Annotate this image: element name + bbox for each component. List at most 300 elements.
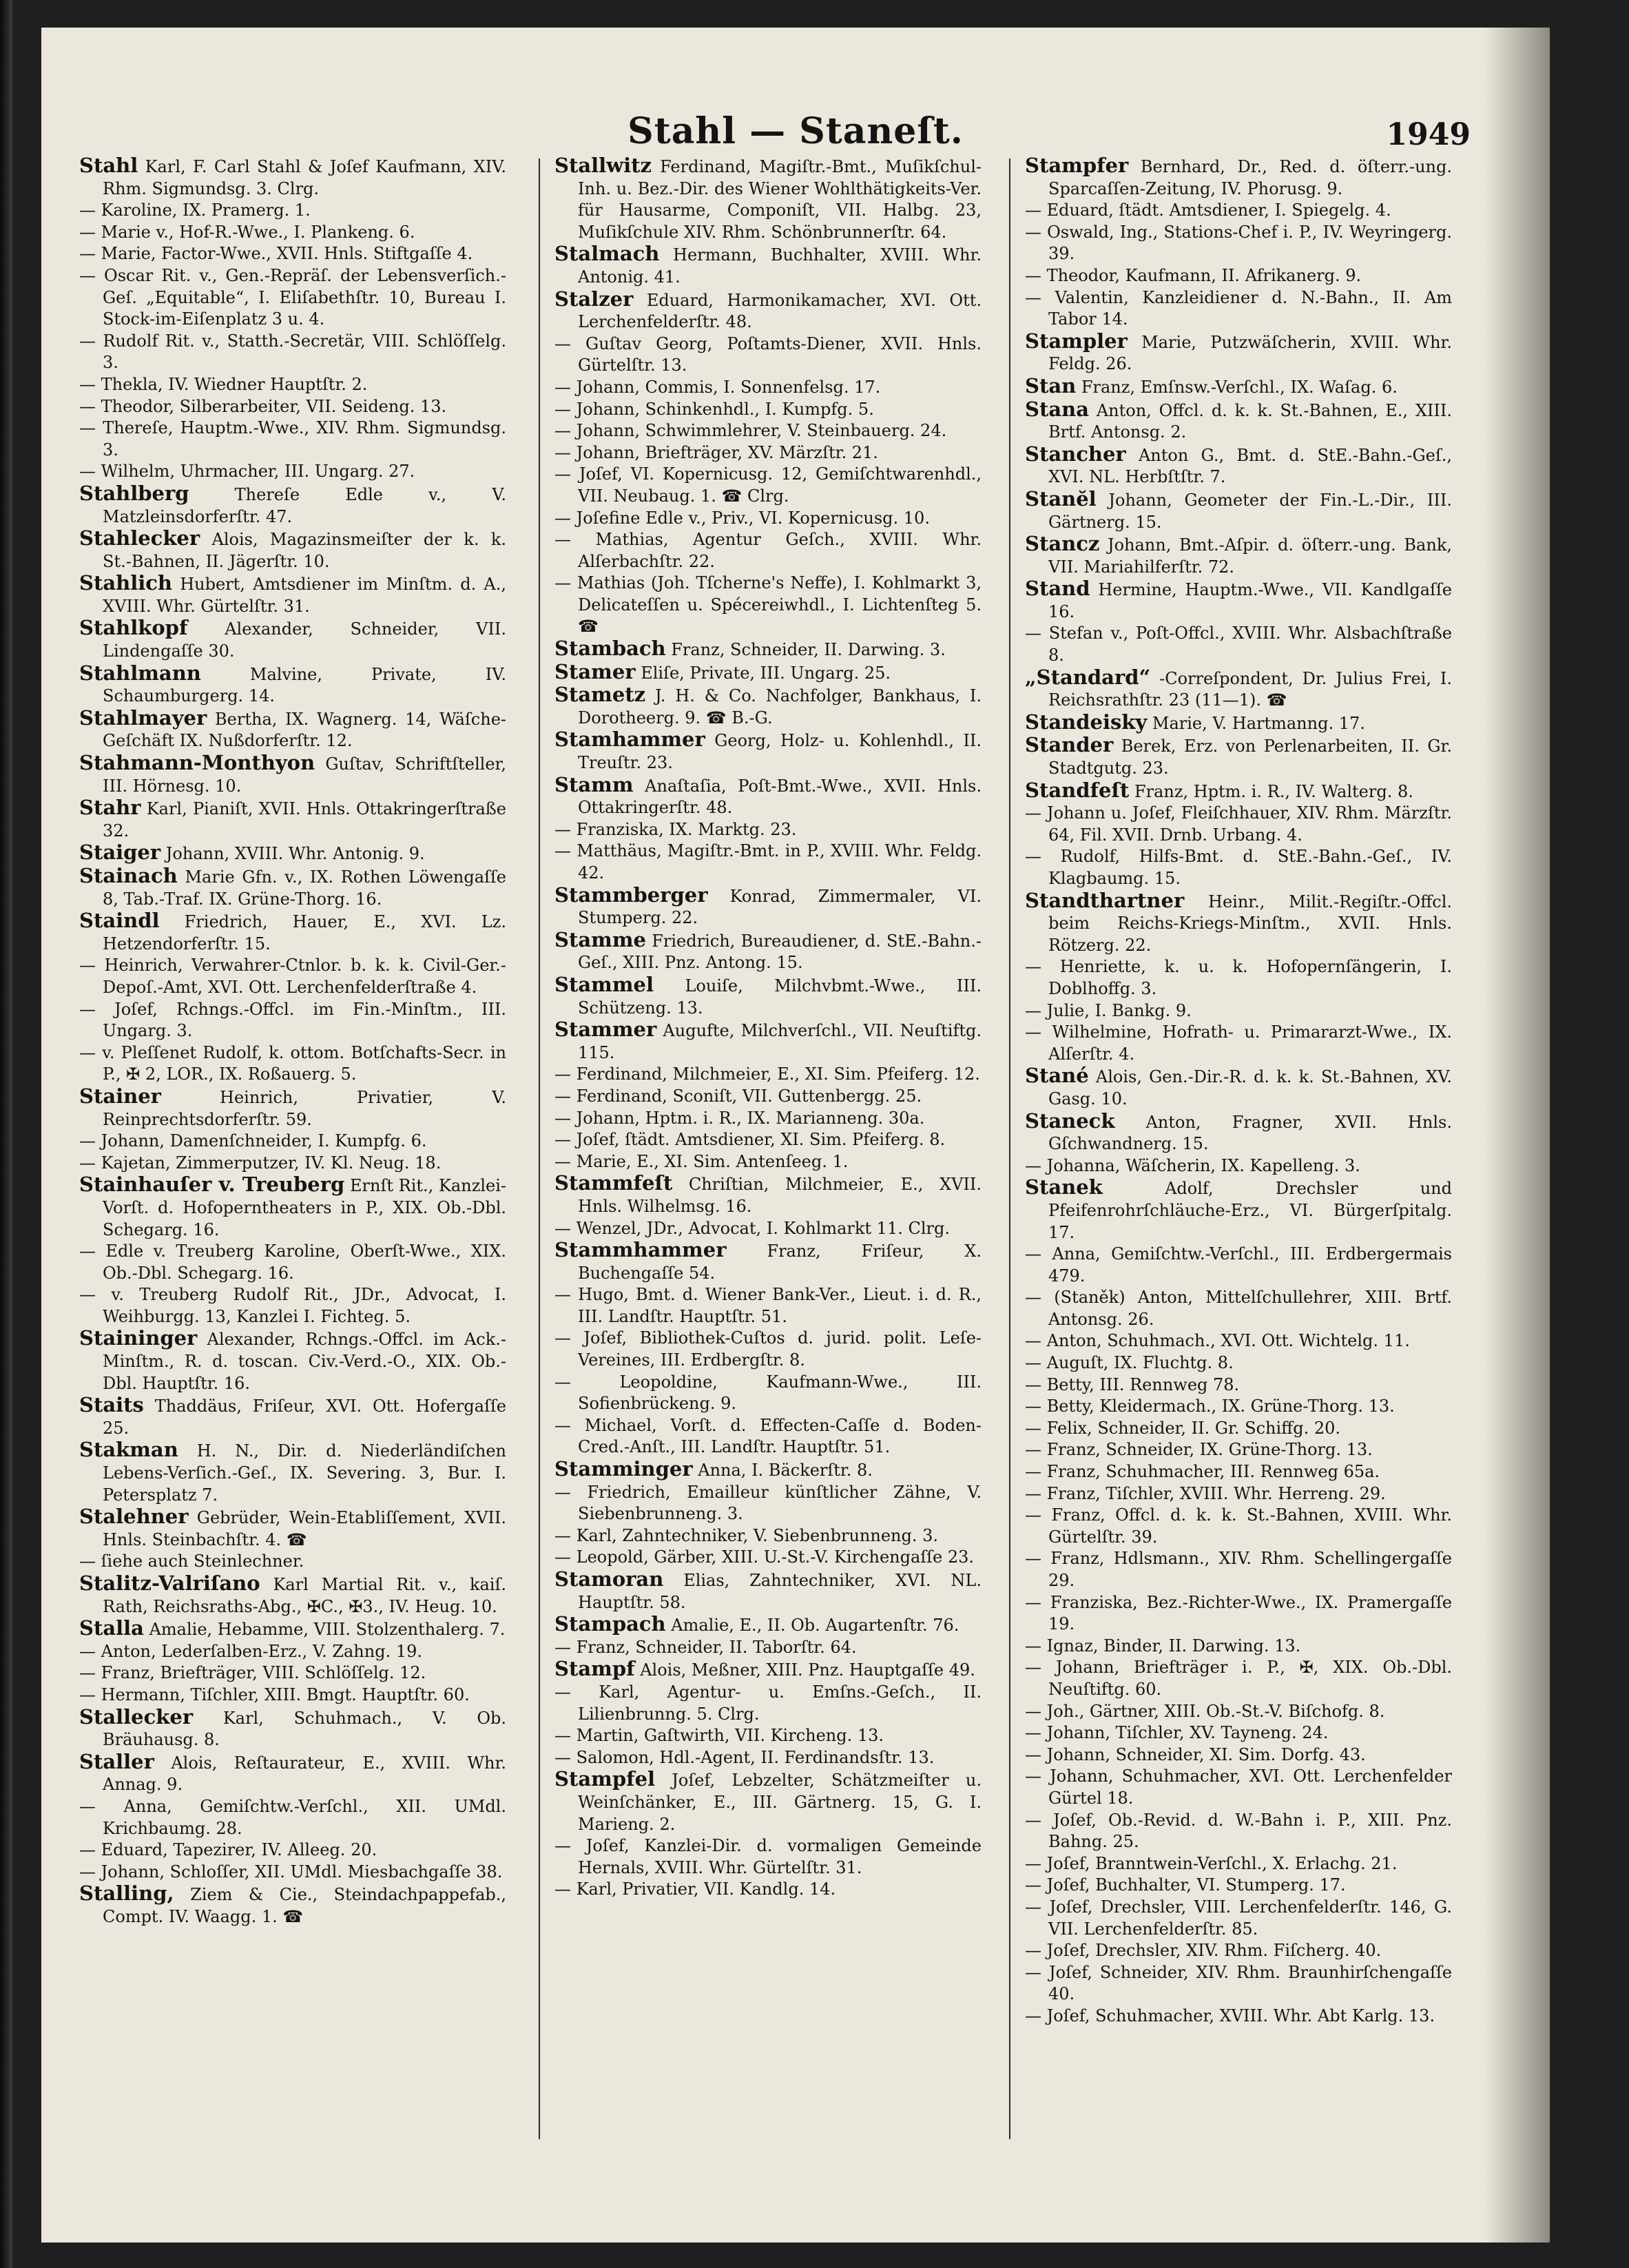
entry-name: Stammhammer: [554, 1238, 727, 1262]
page-number: 1949: [1386, 117, 1471, 152]
entry-text: — Johann, Schinkenhdl., I. Kumpfg. 5.: [554, 399, 874, 419]
entry-text: Chriſtian, Milchmeier, E., XVII. Hnls. Wilhelmsg. 16.: [578, 1175, 982, 1216]
directory-entry: [554, 1415, 982, 1458]
directory-entry: [554, 1019, 982, 1064]
entry-text: — Franz, Hdlsmann., XIV. Rhm. Schellingergaſſe 29.: [1025, 1549, 1452, 1590]
directory-entry: [79, 1751, 506, 1796]
directory-entry: [554, 420, 982, 442]
directory-entry: [1025, 331, 1452, 375]
entry-name: Stalla: [79, 1616, 144, 1640]
entry-text: Johann, Bmt.-Aſpir. d. öſterr.-ung. Bank, VII. Mariahilferſtr. 72.: [1048, 535, 1452, 577]
entry-text: Guſtav, Schriftſteller, III. Hörnesg. 10.: [103, 754, 506, 796]
directory-entry: [554, 841, 982, 884]
directory-entry: [554, 442, 982, 464]
directory-entry: [1025, 1636, 1452, 1658]
directory-entry: [554, 929, 982, 974]
column-rule: [539, 158, 540, 2139]
entry-text: — Johann, Briefträger i. P., ✠, XIX. Ob.-Dbl. Neuſtiftg. 60.: [1025, 1658, 1452, 1699]
entry-name: Stalmach: [554, 242, 660, 266]
directory-entry: [1025, 1244, 1452, 1287]
entry-text: — Wenzel, JDr., Advocat, I. Kohlmarkt 11. Clrg.: [554, 1218, 950, 1238]
entry-text: Alois, Reſtaurateur, E., XVIII. Whr. Annag. 9.: [103, 1753, 506, 1795]
entry-name: Stand: [1025, 577, 1090, 601]
directory-entry: [554, 377, 982, 399]
directory-entry: [554, 508, 982, 530]
directory-entry: [79, 1439, 506, 1506]
entry-text: — Franz, Schuhmacher, III. Rennweg 65a.: [1025, 1462, 1380, 1482]
directory-entry: [79, 842, 506, 865]
entry-text: — Johanna, Wäſcherin, IX. Kapelleng. 3.: [1025, 1155, 1360, 1175]
entry-name: Stampfel: [554, 1767, 656, 1791]
entry-name: Stamer: [554, 659, 636, 683]
entry-name: Stalling,: [79, 1882, 174, 1906]
directory-entry: [1025, 1330, 1452, 1352]
directory-entry: [79, 910, 506, 955]
directory-entry: [554, 1284, 982, 1328]
entry-text: Eduard, Harmonikamacher, XVI. Ott. Lerchenfelderſtr. 48.: [578, 290, 982, 332]
entry-text: — Joſef, Drechsler, XIV. Rhm. Fiſcherg. 40.: [1025, 1941, 1382, 1961]
entry-text: Ferdinand, Magiſtr.-Bmt., Muſikſchul-Inh. u. Bez.-Dir. des Wiener Wohlthätigkeits-Ver. für Hausarme, Componiſt, VII. Halbg. 23, Muſikſchule XIV. Rhm. Schönbrunnerſtr. 64.: [578, 157, 982, 242]
directory-entry: [1025, 846, 1452, 889]
entry-text: Friedrich, Hauer, E., XVI. Lz. Hetzendorferſtr. 15.: [103, 912, 506, 953]
directory-entry: [79, 331, 506, 374]
entry-text: — Johann, Schuhmacher, XVI. Ott. Lerchenfelder Gürtel 18.: [1025, 1766, 1452, 1808]
directory-entry: [554, 1328, 982, 1371]
entry-text: — Stefan v., Poſt-Offcl., XVIII. Whr. Alsbachſtraße 8.: [1025, 623, 1452, 666]
directory-entry: [554, 289, 982, 333]
directory-entry: [79, 1573, 506, 1618]
directory-entry: [1025, 623, 1452, 666]
directory-entry: [79, 155, 506, 200]
entry-text: — Thekla, IV. Wiedner Hauptſtr. 2.: [79, 374, 368, 394]
directory-entry: [79, 1618, 506, 1641]
entry-name: Stainach: [79, 864, 178, 887]
directory-entry: [79, 1328, 506, 1394]
entry-text: Elias, Zahntechniker, XVI. NL. Hauptſtr. 58.: [578, 1571, 982, 1612]
entry-name: Stahlkopf: [79, 616, 188, 640]
entry-text: — Johann, Hptm. i. R., IX. Marianneng. 30a.: [554, 1108, 925, 1128]
entry-text: Malvine, Private, IV. Schaumburgerg. 14.: [103, 664, 506, 706]
entry-text: Joſef, Lebzelter, Schätzmeiſter u. Weinſchänker, E., III. Gärtnerg. 15, G. I. Marieng. 2.: [578, 1771, 982, 1834]
directory-entry: [79, 483, 506, 528]
entry-name: Stamoran: [554, 1567, 664, 1591]
directory-entry: [554, 1129, 982, 1151]
directory-entry: [554, 1525, 982, 1547]
entry-text: Anna, I. Bäckerſtr. 8.: [698, 1461, 873, 1481]
directory-entry: [554, 729, 982, 774]
directory-entry: [79, 617, 506, 662]
directory-entry: [554, 661, 982, 685]
entry-text: Alois, Meßner, XIII. Pnz. Hauptgaſſe 49.: [640, 1660, 975, 1680]
directory-entry: [79, 1394, 506, 1439]
entry-text: — Karoline, IX. Pramerg. 1.: [79, 200, 311, 220]
entry-name: Stamhammer: [554, 728, 705, 752]
entry-text: — Betty, Kleidermach., IX. Grüne-Thorg. 13.: [1025, 1396, 1395, 1416]
entry-text: — Rudolf, Hilfs-Bmt. d. StE.-Bahn.-Geſ., IV. Klagbaumg. 15.: [1025, 847, 1452, 888]
directory-entry: [79, 222, 506, 244]
entry-name: Stampfer: [1025, 155, 1129, 177]
entry-text: — Rudolf Rit. v., Statth.-Secretär, VIII. Schlöſſelg. 3.: [79, 331, 506, 373]
directory-entry: [79, 1862, 506, 1884]
entry-text: — Marie, Factor-Wwe., XVII. Hnls. Stiftgaſſe 4.: [79, 244, 473, 264]
entry-text: Adolf, Drechsler und Pfeifenrohrſchläuche-Erz., VI. Bürgerſpitalg. 17.: [1048, 1179, 1452, 1242]
entry-text: — Hugo, Bmt. d. Wiener Bank-Ver., Lieut. i. d. R., III. Landſtr. Hauptſtr. 51.: [554, 1285, 982, 1326]
directory-entry: [79, 663, 506, 708]
entry-text: — v. Pleſſenet Rudolf, k. ottom. Botſchafts-Secr. in P., ✠ 2, LOR., IX. Roßauerg. 5.: [79, 1042, 506, 1084]
directory-entry: [1025, 1592, 1452, 1636]
entry-text: — Hermann, Tiſchler, XIII. Bmgt. Hauptſtr. 60.: [79, 1684, 470, 1704]
entry-text: Karl, Pianiſt, XVII. Hnls. Ottakringerſtraße 32.: [103, 799, 506, 841]
directory-entry: [79, 1153, 506, 1175]
entry-name: Stancz: [1025, 532, 1100, 556]
entry-text: Amalie, Hebamme, VIII. Stolzenthalerg. 7.: [149, 1620, 506, 1640]
entry-text: — Joſef, VI. Kopernicusg. 12, Gemiſchtwarenhdl., VII. Neubaug. 1. ☎ Clrg.: [554, 464, 982, 506]
directory-entry: [554, 1458, 982, 1482]
directory-entry: [554, 1372, 982, 1415]
entry-text: — Mathias, Agentur Geſch., XVIII. Whr. Alſerbachſtr. 22.: [554, 530, 982, 571]
column-3: [1025, 155, 1452, 2222]
directory-entry: [79, 797, 506, 842]
entry-text: — Martin, Gaſtwirth, VII. Kircheng. 13.: [554, 1726, 884, 1746]
directory-entry: [1025, 375, 1452, 399]
directory-entry: [1025, 444, 1452, 488]
directory-entry: [79, 200, 506, 222]
entry-text: Anton, Offcl. d. k. k. St.-Bahnen, E., XIII. Brtf. Antonsg. 2.: [1048, 400, 1452, 442]
directory-entry: [79, 573, 506, 617]
entry-name: Stanĕl: [1025, 486, 1097, 511]
entry-text: — Marie, E., XI. Sim. Antenſeeg. 1.: [554, 1151, 849, 1171]
directory-entry: [79, 955, 506, 998]
entry-name: Stampach: [554, 1612, 666, 1636]
entry-name: Stancher: [1025, 442, 1126, 466]
directory-entry: [1025, 1022, 1452, 1065]
column-1: [79, 155, 506, 2222]
directory-entry: [554, 1879, 982, 1901]
directory-entry: [1025, 1962, 1452, 2006]
directory-entry: [554, 1658, 982, 1682]
directory-entry: [1025, 1461, 1452, 1483]
directory-entry: [554, 1747, 982, 1769]
entry-text: Marie, V. Hartmanng. 17.: [1152, 713, 1365, 733]
directory-entry: [1025, 1657, 1452, 1700]
directory-entry: [554, 774, 982, 819]
entry-text: — Kajetan, Zimmerputzer, IV. Kl. Neug. 18.: [79, 1153, 442, 1173]
entry-text: Ernſt Rit., Kanzlei-Vorſt. d. Hofoperntheaters in P., XIX. Ob.-Dbl. Schegarg. 16.: [103, 1176, 506, 1239]
entry-text: Konrad, Zimmermaler, VI. Stumperg. 22.: [578, 886, 982, 928]
entry-text: — Ignaz, Binder, II. Darwing. 13.: [1025, 1636, 1301, 1656]
entry-name: Stahr: [79, 796, 141, 820]
directory-entry: [1025, 1701, 1452, 1723]
directory-entry: [79, 243, 506, 265]
entry-text: Franz, Emſnsw.-Verſchl., IX. Waſag. 6.: [1081, 377, 1398, 397]
directory-entry: [1025, 1853, 1452, 1875]
directory-entry: [1025, 1418, 1452, 1440]
directory-entry: [1025, 399, 1452, 444]
directory-entry: [1025, 488, 1452, 533]
page-title: Stahl — Staneſt.: [627, 110, 964, 152]
entry-text: — (Staněk) Anton, Mittelſchullehrer, XIII. Brtf. Antonsg. 26.: [1025, 1288, 1452, 1329]
entry-text: Johann, XVIII. Whr. Antonig. 9.: [165, 844, 425, 864]
entry-text: Heinr., Milit.-Regiſtr.-Offcl. beim Reichs-Kriegs-Minſtm., XVII. Hnls. Rötzerg. 22.: [1048, 891, 1452, 955]
directory-entry: [1025, 1352, 1452, 1374]
entry-text: — Joſef, Bibliothek-Cuſtos d. jurid. polit. Leſe-Vereines, III. Erdbergſtr. 8.: [554, 1328, 982, 1370]
entry-name: Stalehner: [79, 1505, 189, 1529]
entry-name: Stallwitz: [554, 155, 652, 177]
directory-entry: [1025, 222, 1452, 265]
directory-entry: [1025, 1177, 1452, 1244]
entry-text: — v. Treuberg Rudolf Rit., JDr., Advocat, I. Weihburgg. 13, Kanzlei I. Fichteg. 5.: [79, 1285, 506, 1326]
directory-entry: [554, 1086, 982, 1108]
entry-name: Staller: [79, 1749, 154, 1773]
entry-name: Stampf: [554, 1657, 635, 1681]
directory-entry: [1025, 712, 1452, 735]
entry-text: — Joſef, Drechsler, VIII. Lerchenfelderſtr. 146, G. VII. Lerchenfelderſtr. 85.: [1025, 1897, 1452, 1939]
entry-name: Stalzer: [554, 287, 634, 311]
directory-entry: [1025, 533, 1452, 578]
entry-text: — Mathias (Joh. Tſcherne's Neffe), I. Kohlmarkt 3, Delicateſſen u. Spécereiwhdl., I. Lichtenſteg 5. ☎: [554, 573, 982, 637]
entry-text: — ſiehe auch Steinlechner.: [79, 1551, 304, 1571]
entry-text: — Joh., Gärtner, XIII. Ob.-St.-V. Biſchofg. 8.: [1025, 1701, 1385, 1721]
entry-text: — Franziska, IX. Marktg. 23.: [554, 819, 797, 839]
entry-name: Stammfeſt: [554, 1171, 673, 1195]
directory-entry: [1025, 1505, 1452, 1548]
directory-entry: [79, 1839, 506, 1862]
directory-entry: [554, 974, 982, 1019]
entry-text: — Anton, Schuhmach., XVI. Ott. Wichtelg. 11.: [1025, 1331, 1410, 1351]
directory-entry: [1025, 2006, 1452, 2028]
entry-text: — Johann, Briefträger, XV. Märzſtr. 21.: [554, 442, 878, 462]
entry-text: — Auguſt, IX. Fluchtg. 8.: [1025, 1353, 1234, 1373]
directory-entry: [79, 1174, 506, 1241]
entry-text: — Wilhelm, Uhrmacher, III. Ungarg. 27.: [79, 462, 415, 482]
entry-name: Stahlecker: [79, 526, 200, 550]
directory-entry: [554, 1239, 982, 1284]
entry-name: Stamme: [554, 927, 646, 951]
entry-text: Augufte, Milchverſchl., VII. Neuſtiftg. 115.: [578, 1021, 982, 1062]
entry-text: — Joſefine Edle v., Priv., VI. Kopernicusg. 10.: [554, 508, 930, 528]
entry-text: — Johann, Schloſſer, XII. UMdl. Miesbachgaſſe 38.: [79, 1862, 503, 1882]
entry-name: Stakman: [79, 1438, 178, 1462]
entry-text: — Ferdinand, Milchmeier, E., XI. Sim. Pfeiferg. 12.: [554, 1064, 980, 1084]
directory-entry: [79, 1704, 506, 1751]
directory-entry: [79, 1796, 506, 1839]
page-edge: [1484, 28, 1550, 2243]
directory-entry: [554, 1682, 982, 1725]
directory-entry: [79, 1551, 506, 1573]
entry-text: — Heinrich, Verwahrer-Ctnlor. b. k. k. Civil-Ger.-Depoſ.-Amt, XVI. Ott. Lerchenfelderſtraße 4.: [79, 956, 506, 997]
entry-text: Gebrüder, Wein-Etabliſſement, XVII. Hnls. Steinbachſtr. 4. ☎: [103, 1508, 506, 1549]
directory-entry: [1025, 1722, 1452, 1744]
entry-text: -Correſpondent, Dr. Julius Frei, I. Reichsrathſtr. 23 (11—1). ☎: [1048, 668, 1452, 710]
directory-entry: [554, 333, 982, 377]
entry-text: — Joſef, Schuhmacher, XVIII. Whr. Abt Karlg. 13.: [1025, 2006, 1435, 2025]
entry-text: — Guſtav Georg, Poſtamts-Diener, XVII. Hnls. Gürtelſtr. 13.: [554, 333, 982, 375]
entry-text: — Felix, Schneider, II. Gr. Schiffg. 20.: [1025, 1418, 1340, 1438]
entry-text: — Anton, Lederſalben-Erz., V. Zahng. 19.: [79, 1641, 423, 1661]
entry-text: — Edle v. Treuberg Karoline, Oberſt-Wwe., XIX. Ob.-Dbl. Schegarg. 16.: [79, 1241, 506, 1283]
entry-text: Johann, Geometer der Fin.-L.-Dir., III. Gärtnerg. 15.: [1048, 490, 1452, 532]
directory-entry: [1025, 1439, 1452, 1461]
entry-text: — Joſef, Rchngs.-Offcl. im Fin.-Minſtm., III. Ungarg. 3.: [79, 999, 506, 1041]
entry-name: Stané: [1025, 1064, 1089, 1088]
entry-name: Stalitz-Valriſano: [79, 1571, 260, 1595]
entry-text: — Joſef, Branntwein-Verſchl., X. Erlachg. 21.: [1025, 1853, 1398, 1873]
directory-entry: [554, 1614, 982, 1637]
page-header: [41, 84, 1550, 153]
entry-text: — Salomon, Hdl.-Agent, II. Ferdinandsſtr. 13.: [554, 1747, 935, 1767]
entry-text: — Michael, Vorſt. d. Effecten-Caſſe d. Boden-Cred.-Anſt., III. Landſtr. Hauptſtr. 51.: [554, 1415, 982, 1457]
directory-entry: [1025, 1766, 1452, 1809]
directory-entry: [79, 1506, 506, 1551]
directory-entry: [1025, 1810, 1452, 1853]
entry-name: Stainhauſer v. Treuberg: [79, 1173, 345, 1197]
entry-text: — Eduard, ſtädt. Amtsdiener, I. Spiegelg. 4.: [1025, 200, 1391, 220]
directory-entry: [79, 1662, 506, 1684]
entry-text: — Joſef, ſtädt. Amtsdiener, XI. Sim. Pfeiferg. 8.: [554, 1130, 946, 1150]
entry-text: Hermine, Hauptm.-Wwe., VII. Kandlgaſſe 16.: [1048, 580, 1452, 621]
entry-text: — Marie v., Hof-R.-Wwe., I. Plankeng. 6.: [79, 222, 415, 242]
entry-text: Karl, Schuhmach., V. Ob. Bräuhausg. 8.: [103, 1708, 506, 1750]
directory-entry: [554, 243, 982, 288]
directory-entry: [79, 528, 506, 573]
entry-text: Hermann, Buchhalter, XVIII. Whr. Antonig. 41.: [578, 245, 982, 287]
directory-entry: [1025, 1000, 1452, 1022]
entry-name: Stahlmayer: [79, 705, 207, 730]
directory-entry: [79, 396, 506, 418]
entry-text: Anton G., Bmt. d. StE.-Bahn.-Geſ., XVI. NL. Herbſtſtr. 7.: [1048, 445, 1452, 487]
entry-name: Stammel: [554, 972, 654, 996]
entry-text: — Johann, Commis, I. Sonnenfelsg. 17.: [554, 377, 881, 397]
directory-entry: [79, 1042, 506, 1086]
entry-text: Hubert, Amtsdiener im Minſtm. d. A., XVIII. Whr. Gürtelſtr. 31.: [103, 575, 506, 616]
column-2: [554, 155, 982, 2222]
directory-entry: [554, 529, 982, 573]
entry-name: Stahmann-Monthyon: [79, 751, 315, 775]
entry-name: Stametz: [554, 683, 646, 707]
directory-entry: [1025, 1744, 1452, 1766]
entry-text: — Eduard, Tapezirer, IV. Alleeg. 20.: [79, 1840, 377, 1860]
directory-entry: [554, 1725, 982, 1747]
entry-text: — Ferdinand, Sconiſt, VII. Guttenbergg. 25.: [554, 1086, 922, 1106]
entry-name: Stahlich: [79, 571, 172, 595]
directory-entry: [554, 1769, 982, 1835]
entry-text: — Julie, I. Bankg. 9.: [1025, 1000, 1192, 1020]
entry-text: — Franz, Briefträger, VIII. Schlöſſelg. 12.: [79, 1663, 426, 1683]
entry-name: Stampler: [1025, 329, 1128, 353]
directory-entry: [1025, 1374, 1452, 1396]
entry-text: Franz, Hptm. i. R., IV. Walterg. 8.: [1134, 781, 1413, 801]
entry-name: Staits: [79, 1393, 144, 1417]
column-rule: [1009, 158, 1010, 2139]
entry-name: Stahlberg: [79, 481, 189, 505]
entry-text: Eliſe, Private, III. Ungarg. 25.: [641, 663, 891, 683]
directory-entry: [1025, 1940, 1452, 1962]
entry-text: Karl, F. Carl Stahl & Joſef Kaufmann, XIV. Rhm. Sigmundsg. 3. Clrg.: [103, 157, 506, 198]
entry-name: Stammberger: [554, 883, 708, 907]
entry-text: Georg, Holz- u. Kohlenhdl., II. Treuſtr. 23.: [578, 731, 982, 773]
entry-text: — Joſef, Buchhalter, VI. Stumperg. 17.: [1025, 1875, 1346, 1895]
entry-text: Bernhard, Dr., Red. d. öſterr.-ung. Sparcaſſen-Zeitung, IV. Phorusg. 9.: [1048, 157, 1452, 198]
entry-name: Stahl: [79, 155, 138, 177]
entry-name: Stahlmann: [79, 661, 201, 685]
directory-entry: [1025, 155, 1452, 200]
entry-text: — Joſef, Schneider, XIV. Rhm. Braunhirſchengaſſe 40.: [1025, 1962, 1452, 2004]
directory-entry: [1025, 200, 1452, 222]
directory-entry: [1025, 1287, 1452, 1330]
entry-text: Bertha, IX. Wagnerg. 14, Wäſche-Geſchäft IX. Nußdorferſtr. 12.: [103, 709, 506, 751]
directory-entry: [79, 1131, 506, 1153]
directory-entry: [554, 1218, 982, 1240]
directory-entry: [554, 1637, 982, 1659]
entry-name: Stammer: [554, 1018, 657, 1042]
entry-text: Thereſe Edle v., V. Matzleinsdorferſtr. 47.: [103, 484, 506, 526]
entry-text: Karl Martial Rit. v., kaiſ. Rath, Reichsraths-Abg., ✠C., ✠3., IV. Heug. 10.: [103, 1575, 506, 1616]
entry-text: — Karl, Privatier, VII. Kandlg. 14.: [554, 1879, 836, 1899]
directory-entry: [79, 705, 506, 752]
directory-entry: [79, 865, 506, 910]
entry-text: Franz, Schneider, II. Darwing. 3.: [671, 640, 946, 660]
directory-entry: [554, 1064, 982, 1086]
entry-text: — Johann, Tiſchler, XV. Tayneng. 24.: [1025, 1723, 1329, 1743]
directory-entry: [79, 1086, 506, 1131]
directory-entry: [554, 1151, 982, 1173]
directory-entry: [1025, 1897, 1452, 1940]
entry-text: — Valentin, Kanzleidiener d. N.-Bahn., II. Am Tabor 14.: [1025, 287, 1452, 329]
entry-name: Staiger: [79, 841, 161, 865]
directory-entry: [1025, 1483, 1452, 1505]
entry-text: Amalie, E., II. Ob. Augartenſtr. 76.: [671, 1616, 959, 1636]
directory-entry: [1025, 780, 1452, 803]
entry-text: — Betty, III. Rennweg 78.: [1025, 1374, 1240, 1394]
entry-text: — Henriette, k. u. k. Hofopernſängerin, I. Doblhoffg. 3.: [1025, 957, 1452, 998]
entry-text: Alexander, Rchngs.-Offcl. im Ack.-Minſtm., R. d. toscan. Civ.-Verd.-O., XIX. Ob.-Dbl. Hauptſtr. 16.: [103, 1330, 506, 1393]
entry-name: Staneck: [1025, 1109, 1115, 1133]
entry-text: — Friedrich, Emailleur künſtlicher Zähne, V. Siebenbrunneng. 3.: [554, 1482, 982, 1524]
entry-text: — Franz, Tiſchler, XVIII. Whr. Herreng. 29.: [1025, 1483, 1386, 1503]
entry-name: Stander: [1025, 733, 1114, 757]
entry-name: Stan: [1025, 373, 1077, 398]
entry-text: — Franziska, Bez.-Richter-Wwe., IX. Pramergaſſe 19.: [1025, 1592, 1452, 1634]
entry-name: Stamminger: [554, 1457, 693, 1481]
entry-name: Stainer: [79, 1084, 161, 1108]
entry-name: Staininger: [79, 1326, 198, 1350]
directory-entry: [554, 819, 982, 841]
directory-entry: [1025, 890, 1452, 957]
entry-text: Alois, Gen.-Dir.-R. d. k. k. St.-Bahnen, XV. Gasg. 10.: [1048, 1067, 1452, 1109]
directory-entry: [554, 1173, 982, 1217]
directory-entry: [554, 399, 982, 421]
entry-text: J. H. & Co. Nachfolger, Bankhaus, I. Dorotheerg. 9. ☎ B.-G.: [578, 686, 982, 728]
entry-name: Staindl: [79, 909, 160, 933]
directory-entry: [79, 265, 506, 331]
entry-text: — Matthäus, Magiſtr.-Bmt. in P., XVIII. Whr. Feldg. 42.: [554, 841, 982, 883]
entry-text: — Karl, Zahntechniker, V. Siebenbrunneng. 3.: [554, 1525, 939, 1545]
directory-entry: [1025, 734, 1452, 779]
directory-entry: [1025, 1111, 1452, 1155]
entry-text: — Johann, Schwimmlehrer, V. Steinbauerg. 24.: [554, 421, 947, 441]
directory-entry: [554, 1547, 982, 1569]
book-spine: [0, 0, 12, 2268]
entry-text: — Leopoldine, Kaufmann-Wwe., III. Sofienbrückeng. 9.: [554, 1372, 982, 1414]
entry-text: Heinrich, Privatier, V. Reinprechtsdorferſtr. 59.: [103, 1087, 506, 1129]
directory-entry: [554, 573, 982, 638]
entry-name: Stanek: [1025, 1175, 1103, 1199]
entry-text: Anton, Fragner, XVII. Hnls. Gſchwandnerg. 15.: [1048, 1112, 1452, 1154]
directory-entry: [554, 638, 982, 661]
entry-text: — Thereſe, Hauptm.-Wwe., XIV. Rhm. Sigmundsg. 3.: [79, 418, 506, 460]
entry-text: Ziem & Cie., Steindachpappefab., Compt. IV. Waagg. 1. ☎: [103, 1885, 506, 1926]
entry-text: — Wilhelmine, Hofrath- u. Primararzt-Wwe., IX. Alſerſtr. 4.: [1025, 1022, 1452, 1064]
